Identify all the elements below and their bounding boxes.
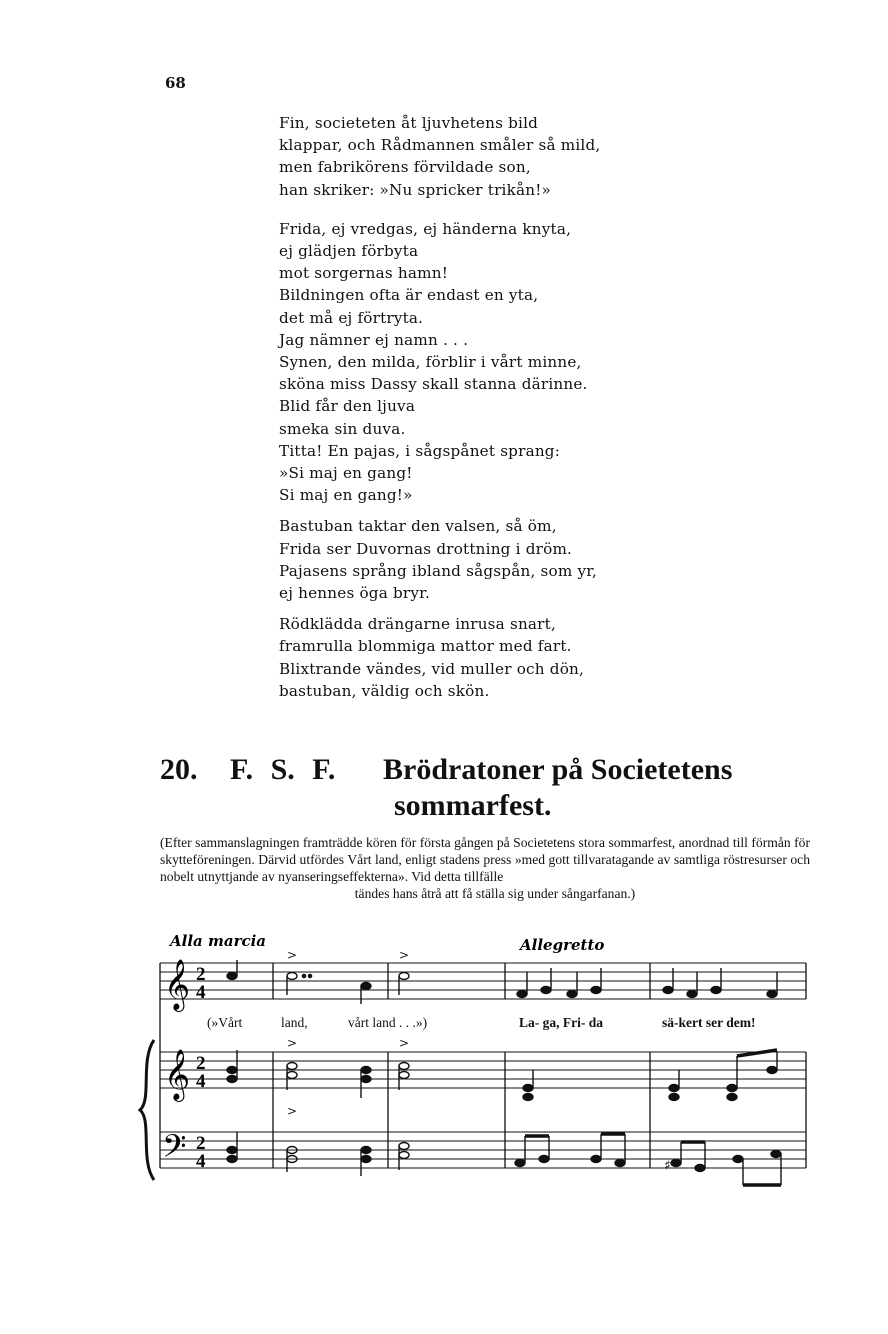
piano-brace-icon (140, 1040, 154, 1180)
svg-text:>: > (287, 948, 298, 962)
tempo-marking-allegretto: Allegretto (520, 936, 605, 954)
time-sig-bottom: 4 (196, 982, 206, 1003)
note (361, 983, 371, 990)
note (591, 987, 601, 994)
note-text: (Efter sammanslagningen framträdde kören för första gången på Societetens stora sommarfest, anordnad till förmån för skytteföreningen. Därvid utfördes Vårt land, enligt stadens press »med gott tillvaratagande av samtliga röstresurser och nobelt utnyttjande av nyanseringseffekterna». Vid detta tillfälle (160, 835, 810, 884)
note (767, 991, 777, 998)
poem-line: Fin, societeten åt ljuvhetens bild (279, 114, 539, 132)
time-sig-top: 2 (196, 964, 206, 985)
barlines (160, 963, 806, 1168)
note (517, 991, 527, 998)
svg-text:>: > (287, 1036, 298, 1050)
note-last-line: tändes hans åtrå att få ställa sig under sångarfanan.) (354, 886, 636, 901)
time-sig-bottom: 4 (196, 1151, 206, 1172)
lyric-syllable: La- ga, Fri- da (519, 1015, 603, 1030)
svg-text:>: > (399, 1036, 410, 1050)
poem-line: Jag nämner ej namn . . . (279, 330, 469, 349)
note (567, 991, 577, 998)
poem-line: Blixtrande vändes, vid muller och dön, (279, 659, 585, 678)
poem-stanza (279, 515, 699, 604)
lyric-syllable: vårt land . . .») (348, 1015, 428, 1030)
lyric-syllable: sä-kert ser dem! (662, 1015, 756, 1030)
vocal-staff (160, 963, 806, 999)
note (287, 973, 297, 980)
svg-text:>: > (287, 1104, 298, 1118)
dot (308, 974, 311, 977)
note (399, 973, 409, 980)
poem-line: han skriker: »Nu spricker trikån!» (279, 180, 552, 199)
poem-line: Titta! En pajas, i sågspånet sprang: (279, 441, 561, 460)
poem-line: Synen, den milda, förblir i vårt minne, (279, 353, 582, 372)
poem-line: mot sorgernas hamn! (279, 264, 449, 283)
poem-line: Bildningen ofta är endast en yta, (279, 286, 539, 305)
treble-clef-icon: 𝄞 (164, 959, 191, 1010)
song-heading (160, 752, 820, 824)
piano-treble-staff (160, 1052, 806, 1088)
introductory-note (160, 834, 810, 902)
poem-stanza (279, 613, 699, 702)
song-title-line2: sommarfest. (394, 789, 552, 822)
bass-clef-icon: 𝄢 (162, 1128, 187, 1172)
dot (302, 974, 305, 977)
lyric-syllable: land, (281, 1015, 308, 1030)
song-title-line1: Brödratoner på Societetens (383, 753, 733, 786)
poem-line: smeka sin duva. (279, 419, 406, 438)
poem-line: framrulla blommiga mattor med fart. (279, 637, 572, 656)
poem-line: men fabrikörens förvildade son, (279, 158, 531, 177)
poem-line: Blid får den ljuva (279, 397, 416, 416)
poem-stanza (279, 112, 699, 201)
poem-line: sköna miss Dassy skall stanna därinne. (279, 375, 588, 394)
poem-line: ej glädjen förbyta (279, 242, 419, 261)
poem-line: Bastuban taktar den valsen, så öm, (279, 517, 557, 536)
poem-line: klappar, och Rådmannen småler så mild, (279, 136, 601, 155)
poem-line: ej hennes öga bryr. (279, 584, 430, 603)
note (663, 987, 673, 994)
song-number: 20. (160, 753, 198, 786)
time-sig-top: 2 (196, 1053, 206, 1074)
poem-line: Rödklädda drängarne inrusa snart, (279, 615, 556, 634)
treble-clef-icon: 𝄞 (164, 1049, 191, 1100)
time-signatures (196, 964, 206, 1172)
note (541, 987, 551, 994)
piano-bass-staff (160, 1132, 806, 1168)
poem-line: bastuban, väldig och skön. (279, 681, 490, 700)
poem-line: Frida ser Duvornas drottning i dröm. (279, 539, 573, 558)
poem-line: det må ej förtryta. (279, 308, 424, 327)
poem (279, 112, 699, 711)
poem-line: Frida, ej vredgas, ej händerna knyta, (279, 219, 572, 238)
poem-line: Si maj en gang!» (279, 486, 413, 505)
note (687, 991, 697, 998)
lyric-syllable: (»Vårt (207, 1015, 243, 1030)
poem-line: »Si maj en gang! (279, 464, 413, 483)
song-initials: F. S. F. (230, 753, 336, 786)
vocal-notes (227, 960, 777, 1004)
poem-stanza (279, 218, 699, 507)
page-number: 68 (165, 74, 186, 92)
note (227, 973, 237, 980)
poem-line: Pajasens språng ibland sågspån, som yr, (279, 561, 598, 580)
time-sig-top: 2 (196, 1133, 206, 1154)
svg-text:>: > (399, 948, 410, 962)
time-sig-bottom: 4 (196, 1071, 206, 1092)
note (711, 987, 721, 994)
tempo-marking-alla-marcia: Alla marcia (170, 932, 267, 950)
piano-treble-notes (227, 1050, 777, 1101)
svg-text:♯: ♯ (664, 1158, 671, 1174)
music-score (0, 920, 888, 1190)
